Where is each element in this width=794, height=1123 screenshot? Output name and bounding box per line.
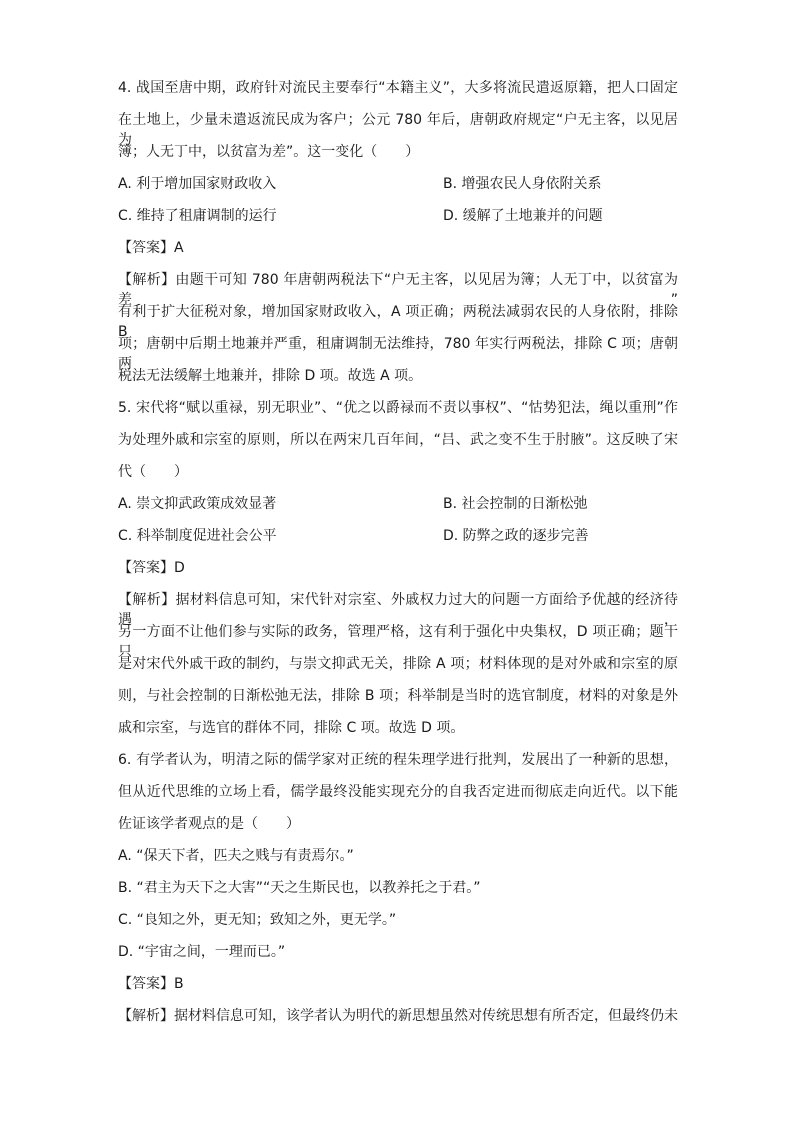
q5-option-a[interactable]: A. 崇文抑武政策成效显著 — [118, 496, 277, 512]
q6-answer: 【答案】B — [118, 976, 184, 992]
q5-option-b[interactable]: B. 社会控制的日渐松弛 — [443, 496, 588, 512]
q4-stem-line-3: 簿；人无丁中，以贫富为差”。这一变化（ ） — [118, 144, 420, 160]
q6-stem-line-2: 但从近代思维的立场上看，儒学最终没能实现充分的自我否定进而彻底走向近代。以下能 — [118, 784, 678, 800]
q6-analysis-line-1: 【解析】据材料信息可知，该学者认为明代的新思想虽然对传统思想有所否定，但最终仍未 — [118, 1008, 678, 1024]
q4-option-c[interactable]: C. 维持了租庸调制的运行 — [118, 208, 277, 224]
q5-stem-line-2: 为处理外戚和宗室的原则，所以在两宋几百年间，“吕、武之变不生于肘腋”。这反映了宋 — [118, 432, 678, 448]
q5-stem-line-1: 5. 宋代将“赋以重禄，别无职业”、“优之以爵禄而不责以事权”、“怙势犯法，绳以重刑”作 — [118, 400, 678, 416]
q4-stem-line-2: 在土地上，少量未遣返流民成为客户；公元 780 年后，唐朝政府规定“户无主客，以见居为 — [118, 112, 678, 148]
q5-analysis-line-1: 【解析】据材料信息可知，宋代针对宗室、外戚权力过大的问题一方面给予优越的经济待遇， — [118, 592, 678, 628]
q4-stem-line-1: 4. 战国至唐中期，政府针对流民主要奉行“本籍主义”，大多将流民遣返原籍，把人口固定 — [118, 80, 678, 96]
q5-option-d[interactable]: D. 防弊之政的逐步完善 — [443, 528, 589, 544]
q6-option-a[interactable]: A. “保天下者，匹夫之贱与有责焉尔。” — [118, 848, 354, 864]
q5-analysis-line-3: 是对宋代外戚干政的制约，与崇文抑武无关，排除 A 项；材料体现的是对外戚和宗室的原 — [118, 656, 678, 672]
q6-option-d[interactable]: D. “宇宙之间，一理而已。” — [118, 944, 286, 960]
q4-option-b[interactable]: B. 增强农民人身依附关系 — [443, 176, 602, 192]
q4-answer: 【答案】A — [118, 240, 184, 256]
q5-stem-line-3: 代（ ） — [118, 464, 188, 480]
q4-analysis-line-2: 有利于扩大征税对象，增加国家财政收入，A 项正确；两税法减弱农民的人身依附，排除 B — [118, 304, 678, 340]
q4-option-a[interactable]: A. 利于增加国家财政收入 — [118, 176, 277, 192]
q5-analysis-line-4: 则，与社会控制的日渐松弛无法，排除 B 项；科举制是当时的选官制度，材料的对象是外 — [118, 688, 678, 704]
q5-analysis-line-2: 另一方面不让他们参与实际的政务，管理严格，这有利于强化中央集权，D 项正确；题干只 — [118, 624, 678, 660]
q4-option-d[interactable]: D. 缓解了土地兼并的问题 — [443, 208, 603, 224]
q5-answer: 【答案】D — [118, 560, 185, 576]
q6-stem-line-3: 佐证该学者观点的是（ ） — [118, 816, 300, 832]
q4-analysis-line-1: 【解析】由题干可知 780 年唐朝两税法下“户无主客，以见居为簿；人无丁中，以贫富为差” — [118, 272, 678, 308]
q5-option-c[interactable]: C. 科举制度促进社会公平 — [118, 528, 277, 544]
q6-stem-line-1: 6. 有学者认为，明清之际的儒学家对正统的程朱理学进行批判，发展出了一种新的思想， — [118, 752, 678, 768]
q6-option-c[interactable]: C. “良知之外，更无知；致知之外，更无学。” — [118, 912, 397, 928]
q4-analysis-line-4: 税法无法缓解土地兼并，排除 D 项。故选 A 项。 — [118, 368, 423, 384]
q4-analysis-line-3: 项；唐朝中后期土地兼并严重，租庸调制无法维持，780 年实行两税法，排除 C 项；唐朝两 — [118, 336, 678, 372]
q6-option-b[interactable]: B. “君主为天下之大害”“天之生斯民也，以教养托之于君。” — [118, 880, 481, 896]
q5-analysis-line-5: 戚和宗室，与选官的群体不同，排除 C 项。故选 D 项。 — [118, 720, 465, 736]
